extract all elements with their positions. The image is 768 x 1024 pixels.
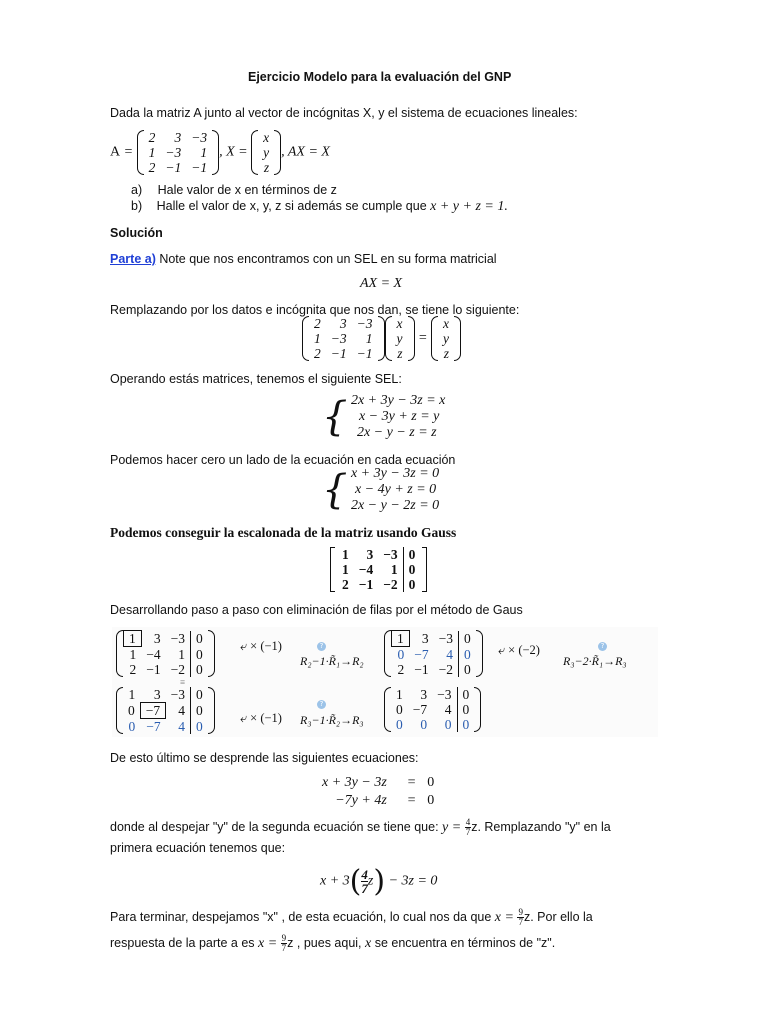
matrix-cell: 3 xyxy=(153,687,161,702)
equation-row: x + 3y − 3z = 0 xyxy=(322,775,435,790)
derived-equations xyxy=(322,774,435,810)
matrix-cell: 1 xyxy=(342,562,349,577)
matrix-cell: −4 xyxy=(146,646,161,662)
matrix-row xyxy=(392,316,408,331)
matrix-cell: 2 xyxy=(129,662,137,677)
operating-text: Operando estás matrices, tenemos el siguiente SEL: xyxy=(110,372,402,386)
matrix-A xyxy=(137,130,220,175)
matrix-cell: x xyxy=(442,316,449,331)
matrix-cell: 0 xyxy=(457,717,474,732)
gauss-matrix-1 xyxy=(116,630,215,677)
matrix-cell: 3 xyxy=(366,547,374,562)
vector-X-copy xyxy=(385,316,415,361)
matrix-cell: 1 xyxy=(392,631,410,647)
item-text: Halle el valor de x, y, z si además se cumple que xyxy=(156,199,431,213)
matrix-row xyxy=(392,331,408,346)
matrix-cell: −2 xyxy=(383,577,398,592)
matrix-cell: 0 xyxy=(191,647,208,663)
stepwise-text: Desarrollando paso a paso con eliminación de filas por el método de Gaus xyxy=(110,603,523,617)
row-op-1: R₂−1·R̃₁→R₂ xyxy=(300,654,364,668)
mult-2: ⤶ × (−2) xyxy=(498,643,540,657)
matrix-cell: 3 xyxy=(421,631,429,646)
matrix-cell: 1 xyxy=(124,631,142,647)
matrix-row xyxy=(391,717,474,732)
matrix-cell: 0 xyxy=(191,662,208,677)
matrix-row xyxy=(337,547,420,562)
matrix-cell: −1 xyxy=(165,160,182,175)
matrix-cell: 2 xyxy=(148,160,156,175)
matrix-cell: 2 xyxy=(397,662,405,677)
matrix-cell: −3 xyxy=(191,130,208,145)
replace-text: Remplazando por los datos e incógnita que nos dan, se tiene lo siguiente: xyxy=(110,303,520,317)
solution-heading: Solución xyxy=(110,226,163,240)
despejar-text-2: z. Remplazando "y" en la xyxy=(471,819,611,834)
despejar-line xyxy=(110,818,611,837)
system-1 xyxy=(322,393,445,441)
matrix-cell: −4 xyxy=(358,562,374,577)
item-marker: b) xyxy=(131,199,143,213)
matrix-cell: 3 xyxy=(174,130,182,145)
matrix-cell: −3 xyxy=(170,687,185,703)
matrix-cell: z xyxy=(397,346,403,361)
matrix-cell: 0 xyxy=(128,718,136,734)
system-row: x − 4y + z = 0 xyxy=(354,482,437,497)
matrix-cell: 0 xyxy=(459,662,476,677)
derived-text: De esto último se desprende las siguientes ecuaciones: xyxy=(110,751,419,765)
matrix-cell: 3 xyxy=(420,687,428,702)
matrix-cell: −1 xyxy=(356,346,373,361)
matrix-row xyxy=(123,687,208,703)
system-row: x − 3y + z = y xyxy=(358,409,440,424)
matrix-cell: 0 xyxy=(457,687,474,702)
gauss-text: Podemos conseguir la escalonada de la matriz usando Gauss xyxy=(110,525,457,540)
matrix-cell: 0 xyxy=(396,702,403,717)
matrix-cell: z xyxy=(263,160,270,175)
matrix-cell: −7 xyxy=(140,703,165,719)
final-line-1: Para terminar, despejamos "x" , de esta ecuación, lo cual nos da que x = $\frac{9}{7}$ z. Por ello la xyxy=(110,907,593,927)
matrix-cell: 1 xyxy=(200,145,208,160)
matrix-cell: 2 xyxy=(148,130,156,145)
help-icon: ? xyxy=(598,637,607,652)
substituted-equation: x + 3( $\frac{4}{7}$ z) − 3z = 0 xyxy=(320,864,438,899)
matrix-cell: −3 xyxy=(437,687,452,702)
matrix-cell: 0 xyxy=(397,647,405,662)
intro-text: Dada la matriz A junto al vector de incógnitas X, y el sistema de ecuaciones lineales: xyxy=(110,106,578,120)
vector-X-rhs xyxy=(431,316,461,361)
matrix-cell: 1 xyxy=(148,145,156,160)
matrix-row xyxy=(438,316,454,331)
matrix-row xyxy=(438,346,454,361)
matrix-cell: 2 xyxy=(314,316,321,331)
matrix-cell: y xyxy=(396,331,403,346)
matrix-cell: −2 xyxy=(170,662,185,677)
matrix-cell: 1 xyxy=(396,687,403,702)
matrix-cell: 3 xyxy=(153,631,161,646)
multiplier: × (−1) xyxy=(250,639,282,653)
matrix-row xyxy=(144,160,213,175)
matrix-row xyxy=(337,577,420,592)
matrix-row xyxy=(309,316,378,331)
brace-icon: { xyxy=(322,394,348,440)
matrix-row xyxy=(392,662,476,677)
matrix-cell: z xyxy=(443,346,449,361)
matrix-cell: 4 xyxy=(446,646,453,662)
matrix-row xyxy=(392,631,476,647)
matrix-cell: 4 xyxy=(444,702,452,717)
system-row: 2x + 3y − 3z = x xyxy=(350,393,446,408)
matrix-cell: 1 xyxy=(342,547,349,562)
matrix-cell: 0 xyxy=(444,717,452,732)
part-a-link[interactable]: Parte a) xyxy=(110,252,156,266)
matrix-cell: 2 xyxy=(342,577,349,592)
matrix-cell: y xyxy=(263,145,270,160)
gauss-matrix-3 xyxy=(116,687,215,734)
system-row: 2x − y − z = z xyxy=(356,425,437,440)
matrix-cell: 0 xyxy=(403,562,420,577)
matrix-cell: −2 xyxy=(438,662,453,677)
row-op-2: R₃−2·R̃₁→R₃ xyxy=(563,654,627,668)
matrix-cell: −3 xyxy=(330,331,347,346)
multiplier: × (−2) xyxy=(508,643,540,657)
item-b xyxy=(131,199,508,215)
matrix-row xyxy=(124,647,208,663)
matrix-row xyxy=(392,346,408,361)
matrix-cell: 0 xyxy=(403,577,420,592)
matrix-cell: 4 xyxy=(178,718,185,734)
matrix-row xyxy=(309,331,378,346)
item-a xyxy=(131,183,337,197)
matrix-cell: 2 xyxy=(314,346,321,361)
matrix-cell: −3 xyxy=(383,547,398,562)
part-a-line xyxy=(110,252,497,266)
vector-X xyxy=(251,130,281,175)
matrix-cell: −7 xyxy=(412,702,428,717)
matrix-cell: 0 xyxy=(457,702,474,717)
row-op-3: R₃−1·R̃₂→R₃ xyxy=(300,713,364,727)
matrix-row xyxy=(144,130,213,145)
matrix-row xyxy=(391,687,474,702)
matrix-cell: 0 xyxy=(128,703,135,718)
fraction-9-7: $\frac{9}{7}$ xyxy=(518,907,523,927)
equation-ax-x: AX = X xyxy=(360,276,403,291)
matrix-cell: 0 xyxy=(459,631,476,647)
matrix-cell: −1 xyxy=(191,160,208,175)
matrix-cell: 1 xyxy=(365,331,373,346)
matrix-cell: 0 xyxy=(191,719,208,735)
matrix-cell: x xyxy=(396,316,403,331)
matrix-cell: 3 xyxy=(339,316,347,331)
matrix-equation: 2 3 −3 1 −3 1 2 −1 −1 x y z = x y z xyxy=(302,316,461,361)
matrix-cell: −3 xyxy=(356,316,373,331)
matrix-row xyxy=(258,145,274,160)
augmented-bracket xyxy=(330,547,427,592)
system-row: x + 3y − 3z = 0 xyxy=(350,466,440,481)
matrix-row xyxy=(124,631,208,647)
matrix-cell: 0 xyxy=(403,547,420,562)
equiv-symbol: ≡ xyxy=(180,677,186,687)
matrix-cell: 1 xyxy=(128,687,136,703)
multiplier: × (−1) xyxy=(250,711,282,725)
matrix-cell: 0 xyxy=(420,717,428,732)
fraction-9-7: $\frac{9}{7}$ xyxy=(281,933,287,953)
equation-row: −7y + 4z = 0 xyxy=(335,793,435,808)
matrix-row xyxy=(258,160,274,175)
matrix-row xyxy=(258,130,274,145)
mult-1: ⤶ × (−1) xyxy=(240,639,282,653)
y-eq: y = xyxy=(442,819,462,835)
fraction-4-7: $\frac{4}{7}$ xyxy=(465,817,471,837)
item-text: Hale valor de x en términos de z xyxy=(157,183,337,197)
matrix-row xyxy=(391,702,474,717)
matrix-cell: −3 xyxy=(170,631,185,646)
despejar-text-3: primera ecuación tenemos que: xyxy=(110,841,286,855)
matrix-cell: 0 xyxy=(191,703,208,719)
matrix-cell: 0 xyxy=(396,717,403,732)
system-2 xyxy=(322,466,439,514)
matrix-cell: −1 xyxy=(330,346,347,361)
mult-3: ⤶ × (−1) xyxy=(240,711,282,725)
matrix-cell: −1 xyxy=(358,577,374,592)
matrix-cell: −1 xyxy=(146,662,161,677)
despejar-text: donde al despejar "y" de la segunda ecuación se tiene que: xyxy=(110,819,443,834)
matrix-row xyxy=(337,562,420,577)
system-row: 2x − y − 2z = 0 xyxy=(350,498,440,513)
gauss-steps xyxy=(112,627,658,737)
help-icon: ? xyxy=(317,637,326,652)
matrix-row xyxy=(392,647,476,663)
matrix-cell: 1 xyxy=(129,647,137,662)
matrix-cell: 0 xyxy=(459,647,476,663)
part-a-text: Note que nos encontramos con un SEL en su forma matricial xyxy=(155,252,497,266)
final-line-2: respuesta de la parte a es x = $\frac{9}{7}$ z , pues aqui, x se encuentra en términos de "z". xyxy=(110,933,556,953)
definitions-line: A = 2 3 −3 1 −3 1 2 −1 −1 , X = x y z , AX = X xyxy=(110,130,330,175)
matrix-cell: y xyxy=(442,331,449,346)
matrix-row xyxy=(144,145,213,160)
matrix-row xyxy=(123,703,208,719)
augmented-matrix xyxy=(330,547,427,592)
item-marker: a) xyxy=(131,183,143,197)
zero-text: Podemos hacer cero un lado de la ecuación en cada ecuación xyxy=(110,453,456,467)
matrix-row xyxy=(309,346,378,361)
page-title: Ejercicio Modelo para la evaluación del GNP xyxy=(248,70,512,84)
fraction-4-7-big: $\frac{4}{7}$ xyxy=(361,867,368,896)
matrix-cell: x xyxy=(263,130,270,145)
matrix-cell: 0 xyxy=(191,687,208,703)
matrix-A-copy xyxy=(302,316,385,361)
matrix-cell: −3 xyxy=(438,631,453,646)
matrix-cell: −1 xyxy=(414,662,429,677)
matrix-cell: −3 xyxy=(165,145,182,160)
matrix-cell: 1 xyxy=(314,331,321,346)
matrix-cell: −7 xyxy=(146,719,161,734)
gauss-matrix-4 xyxy=(384,687,481,732)
matrix-cell: 1 xyxy=(178,646,185,662)
matrix-cell: 1 xyxy=(390,562,398,577)
gauss-matrix-2 xyxy=(384,630,483,677)
item-b-math: x + y + z = 1. xyxy=(430,199,508,214)
matrix-cell: 4 xyxy=(178,703,185,718)
matrix-cell: 0 xyxy=(191,631,208,647)
help-icon: ? xyxy=(317,695,326,710)
matrix-row xyxy=(123,719,208,735)
matrix-row xyxy=(438,331,454,346)
matrix-row xyxy=(124,662,208,677)
matrix-cell: −7 xyxy=(414,646,429,662)
brace-icon: { xyxy=(322,467,348,513)
